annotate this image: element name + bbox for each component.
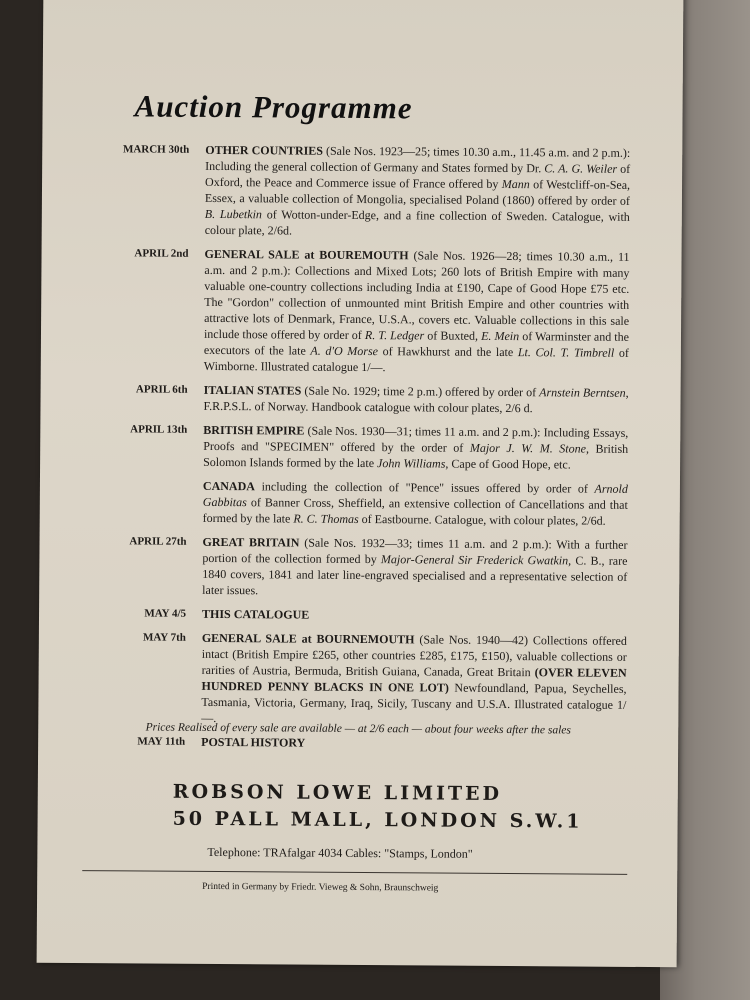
entry-text: (Sale Nos. 1940—42) Collections offered intact (British Empire £265, other countries £285, £175, £150), valuable collections or rarities of Austria, Bermuda, British Guiana, Canada, Great Britain: [201, 632, 627, 680]
schedule-entry: [88, 421, 628, 473]
catalogue-page: [37, 0, 684, 967]
schedule-entry: [88, 477, 628, 529]
entry-heading: POSTAL HISTORY: [201, 734, 306, 750]
entry-description: [203, 422, 628, 473]
entry-date: APRIL 6th: [135, 383, 188, 396]
entry-name: B. Lubetkin: [204, 206, 262, 222]
entry-text: of Hawkhurst and the late: [377, 344, 518, 360]
entry-name: R. T. Ledger: [364, 328, 425, 343]
entry-name: Major-General Sir Frederick Gwatkin: [380, 552, 569, 568]
prices-realised-note: Prices Realised of every sale are available — at 2/6 each — about four weeks after the sales: [145, 721, 571, 737]
entry-text: of Buxted,: [424, 328, 482, 343]
entry-date: MAY 7th: [142, 631, 186, 644]
entry-text: including the collection of "Pence" issues offered by order of: [254, 479, 595, 496]
entry-heading: ITALIAN STATES: [203, 382, 302, 398]
entry-text: of Eastbourne. Catalogue, with colour plates, 2/6d.: [358, 511, 606, 528]
entry-heading: (OVER ELEVEN HUNDRED PENNY BLACKS IN ONE LOT): [201, 665, 627, 695]
entry-heading: GREAT BRITAIN: [202, 534, 300, 550]
company-block: [173, 779, 583, 836]
auction-schedule: [86, 141, 630, 761]
entry-text: of Oxford, the Peace and Commerce issue of France offered by: [205, 161, 631, 191]
entry-heading: THIS CATALOGUE: [201, 606, 310, 622]
entry-name: E. Mein: [481, 328, 520, 344]
entry-text: of Wimborne. Illustrated catalogue 1/—.: [203, 345, 629, 375]
entry-heading: BRITISH EMPIRE: [203, 422, 305, 438]
entry-description: [201, 630, 627, 729]
entry-text: (Sale Nos. 1932—33; times 11 a.m. and 2 p.m.): With a further portion of the collection formed by: [202, 535, 628, 567]
entry-name: Arnstein Berntsen: [539, 385, 626, 400]
entry-name: C. A. G. Weiler: [544, 161, 618, 176]
divider: [82, 870, 627, 875]
entry-date: APRIL 13th: [130, 423, 188, 436]
schedule-entry: [88, 381, 628, 417]
entry-date: MAY 4/5: [144, 607, 187, 620]
entry-name: R. C. Thomas: [293, 511, 359, 526]
entry-text: of Wotton-under-Edge, and a fine collection of Sweden. Catalogue, with colour plate, 2/6d.: [204, 207, 630, 238]
schedule-entry: [90, 141, 631, 241]
entry-text: (Sale Nos. 1930—31; times 11 a.m. and 2 p.m.): Including Essays, Proofs and "SPECIMEN" offered by the order of: [203, 423, 629, 455]
entry-text: of Westcliff-on-Sea, Essex, a valuable collection of Mongolia, specialised Poland (1860) offered by order of: [204, 177, 631, 208]
entry-date: MARCH 30th: [122, 143, 190, 156]
entry-name: Arnold Gabbitas: [202, 481, 628, 510]
entry-text: Newfoundland, Papua, Seychelles, Tasmania, Victoria, Germany, Iraq, Sicily, Tuscany and U.S.A. Illustrated catalogue 1/—.: [201, 680, 627, 726]
printer-credit: Printed in Germany by Friedr. Vieweg & Sohn, Braunschweig: [202, 881, 439, 894]
entry-text: , C. B., rare 1840 covers, 1841 and later line-engraved specialised and a representative selection of later issues.: [202, 553, 628, 598]
company-name: ROBSON LOWE LIMITED: [172, 780, 503, 805]
entry-date: [88, 477, 203, 526]
entry-heading: GENERAL SALE at BOUREMOUTH: [204, 246, 409, 263]
entry-text: (Sale No. 1929; time 2 p.m.) offered by order of: [301, 383, 540, 400]
page-title: Auction Programme: [134, 88, 413, 126]
entry-heading: GENERAL SALE at BOURNEMOUTH: [201, 630, 415, 647]
entry-description: [204, 246, 630, 377]
entry-name: Mann: [501, 176, 530, 192]
contact-line: Telephone: TRAfalgar 4034 Cables: "Stamps, London": [207, 844, 473, 861]
entry-text: of Banner Cross, Sheffield, an extensive collection of Cancellations and that formed by the late: [202, 495, 628, 526]
entry-heading: OTHER COUNTRIES: [205, 142, 324, 158]
entry-description: [205, 142, 631, 241]
entry-text: (Sale Nos. 1926—28; times 10.30 a.m., 11 a.m. and 2 p.m.): Collections and Mixed Lots; 260 lots of British Empire with many valuable one-country collections including India at £190, Cape of Good Hope £75 etc. The "Gordon" collection of unmounted mint British Empire and other countries with attractive lots of Denmark, France, U.S.A., covers etc. Valuable collections in this sale include those offered by order of: [203, 248, 630, 343]
entry-date: APRIL 2nd: [134, 247, 189, 260]
entry-description: [203, 478, 628, 529]
schedule-entry: [86, 629, 627, 729]
schedule-entry: [87, 605, 627, 625]
company-address: 50 PALL MALL, LONDON S.W.1: [172, 807, 583, 833]
entry-date: APRIL 27th: [129, 535, 187, 548]
entry-description: [202, 534, 627, 601]
entry-description: [203, 382, 628, 417]
entry-text: , F.R.P.S.L. of Norway. Handbook catalogue with colour plates, 2/6 d.: [203, 385, 629, 416]
entry-text: , British Solomon Islands formed by the late: [203, 441, 629, 471]
entry-description: [202, 606, 627, 625]
schedule-entry: [89, 245, 630, 377]
entry-date: MAY 11th: [137, 735, 186, 748]
entry-heading: CANADA: [202, 478, 255, 494]
entry-text: , Cape of Good Hope, etc.: [445, 456, 571, 472]
entry-text: (Sale Nos. 1923—25; times 10.30 a.m., 11.45 a.m. and 2 p.m.): Including the general collection of Germany and States formed by Dr.: [205, 143, 631, 176]
entry-text: of Warminster and the executors of the late: [203, 329, 630, 358]
entry-name: John Williams: [377, 456, 446, 471]
schedule-entry: [87, 533, 627, 601]
entry-name: A. d'O Morse: [310, 343, 379, 359]
entry-description: [201, 734, 626, 753]
entry-name: Major J. W. M. Stone: [469, 440, 587, 456]
entry-name: Lt. Col. T. Timbrell: [517, 345, 615, 360]
